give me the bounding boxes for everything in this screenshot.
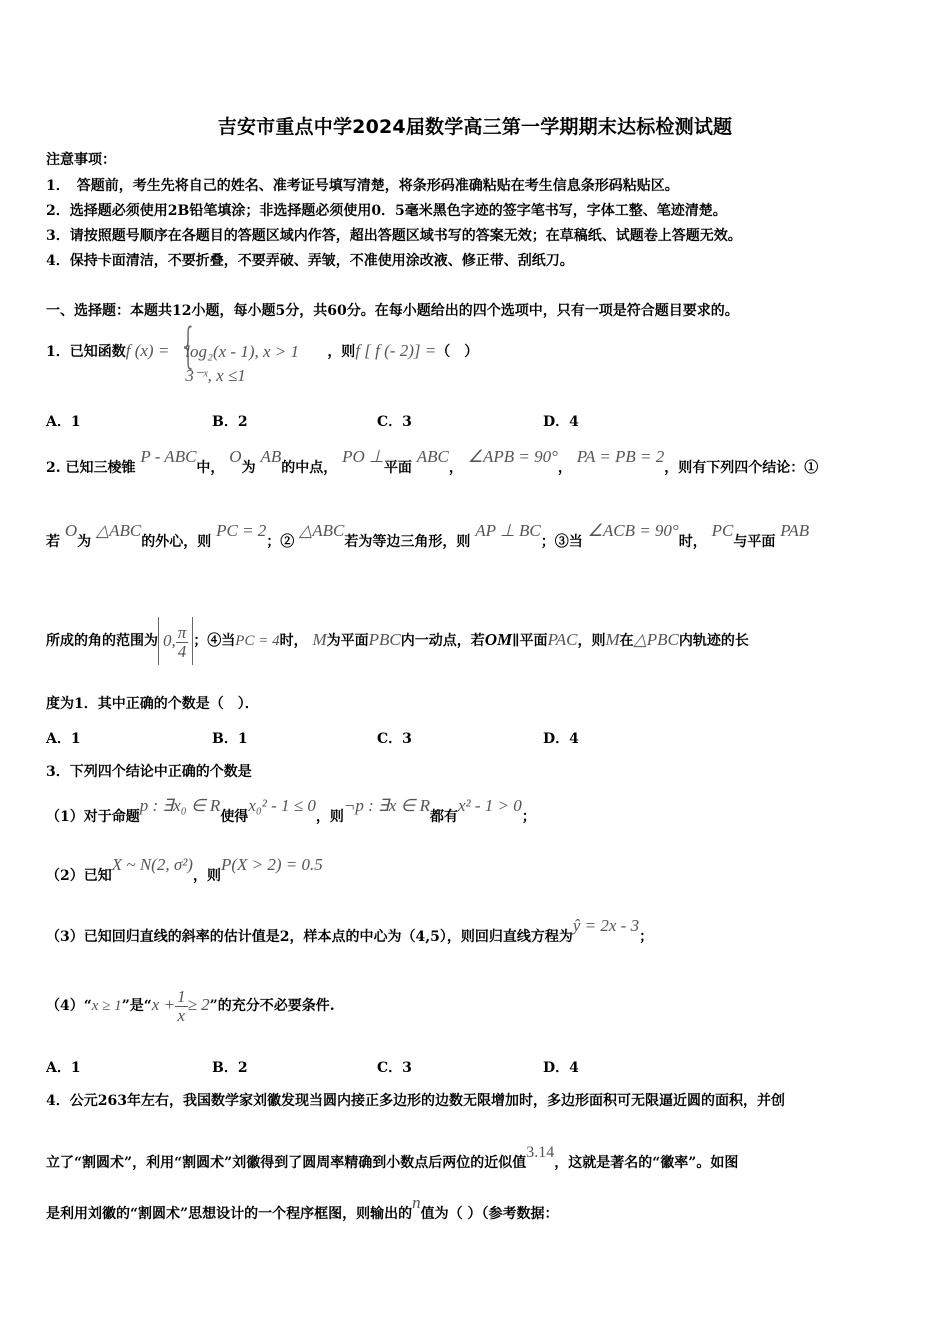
math: X ~ N(2, σ²) [111,855,193,874]
text: 时， [678,534,707,550]
math: PC = 2 [216,521,267,540]
text: ；④当 [193,633,236,649]
q1-prefix: 1．已知函数 [46,344,126,360]
option-a: A．1 [46,731,81,747]
math: ∠ACB = 90° [587,521,679,540]
text: 值为（ ）（参考数据： [420,1206,559,1222]
text: 平面 [383,460,412,476]
question-2-line-1 [46,447,819,478]
q1-function: f (x) = [125,341,170,360]
math: △ABC [96,521,142,540]
notice-heading: 注意事项： [46,152,116,168]
option-a: A．1 [46,1060,81,1076]
math: AB [260,447,282,466]
math: O [229,447,242,466]
math: x + [151,995,176,1014]
math: AP ⊥ BC [475,521,541,540]
math: x ≥ 1 [91,998,122,1014]
math: ŷ = 2x - 3 [572,916,640,935]
text: 是利用刘徽的“割圆术”思想设计的一个程序框图，则输出的 [46,1206,413,1222]
text: 为平面 [326,633,369,649]
text: （4）“ [46,998,92,1014]
option-c: C．3 [377,1060,412,1076]
text: （1）对于命题 [46,809,140,825]
q1-mid: ，则 [327,344,356,360]
numerator: π [177,622,187,642]
text: 若为等边三角形，则 [344,534,471,550]
math: O [64,521,78,540]
text: ； [521,809,536,825]
text: 若 [46,534,60,550]
numerator: 1 [177,986,186,1006]
page-title: 吉安市重点中学2024届数学高三第一学期期末达标检测试题 [217,116,733,138]
q1-expression: f [ f (- 2)] = [355,341,437,360]
text: ，则 [192,868,221,884]
math: PAB [780,521,810,540]
q1-suffix: （ ） [436,344,479,360]
question-1 [46,318,479,385]
question-2-line-2 [46,521,810,552]
q1-case-1: log₂(x - 1), x > 1 [185,342,299,361]
text: 使得 [220,809,249,825]
question-3-statement-4 [46,982,335,1029]
math: P(X > 2) = 0.5 [220,855,323,874]
question-2-line-3 [46,616,749,665]
fraction [175,988,188,1025]
left-brace-icon: { [179,318,198,374]
math: △PBC [633,630,679,649]
text: ， [557,460,572,476]
text: 所成的角的范围为 [46,633,158,649]
math: 3.14 [526,1144,555,1161]
math: n [412,1193,421,1212]
question-4-line-1: 4．公元263年左右，我国数学家刘徽发现当圆内接正多边形的边数无限增加时，多边形面积可无限逼近圆的面积，并创 [46,1093,785,1109]
math: x² - 1 > 0 [457,796,522,815]
notice-item: 4．保持卡面清洁，不要折叠，不要弄破、弄皱，不准使用涂改液、修正带、刮纸刀。 [46,253,574,269]
text: （3）已知回归直线的斜率的估计值是2，样本点的中心为（4,5），则回归直线方程为 [46,929,573,945]
text: ”的充分不必要条件. [209,998,335,1014]
math: PAC [547,630,578,649]
text: ，则 [577,633,606,649]
text: ，则有下列四个结论：① [664,460,819,476]
text: 为 [77,534,92,550]
math: ABC [416,447,449,466]
text: 在 [619,633,634,649]
math: PBC [368,630,401,649]
option-b: B．1 [212,731,248,747]
text: ，这就是著名的“徽率”。如图 [554,1155,739,1171]
text: ，则 [315,809,344,825]
text: 的中点， [281,460,338,476]
text: 中， [196,460,225,476]
notice-item: 1． 答题前，考生先将自己的姓名、准考证号填写清楚，将条形码准确粘贴在考生信息条形码粘贴区。 [46,178,679,194]
question-3-statement-2 [46,855,323,886]
question-4-line-2 [46,1144,739,1173]
text: 与平面 [733,534,776,550]
text: （2）已知 [46,868,112,884]
q1-case-2: 3⁻ˣ, x ≤1 [185,366,246,385]
denominator: 4 [177,641,187,661]
notice-item: 2．选择题必须使用2B铅笔填涂；非选择题必须使用0．5毫米黑色字迹的签字笔书写，字体工整、笔迹清楚。 [46,203,727,219]
text: 立了“割圆术”，利用“割圆术”刘徽得到了圆周率精确到小数点后两位的近似值 [46,1155,527,1171]
option-d: D．4 [543,731,579,747]
math: PC [711,521,734,540]
option-b: B．2 [212,414,248,430]
text: 为 [241,460,256,476]
math: OM [484,630,513,649]
option-c: C．3 [377,414,412,430]
math: △ABC [299,521,345,540]
math: P - ABC [140,447,197,466]
text: ， [448,460,463,476]
math: M [605,630,620,649]
question-3-statement-3 [46,916,654,947]
option-c: C．3 [377,731,412,747]
q1-piecewise [173,318,323,385]
math: M [312,630,327,649]
option-d: D．4 [543,414,579,430]
math: ∠APB = 90° [467,447,558,466]
text: 时， [279,633,308,649]
text: ；② [266,534,295,550]
text: 内一动点，若 [400,633,485,649]
denominator: x [177,1005,186,1025]
text: ；③当 [540,534,583,550]
notice-item: 3．请按照题号顺序在各题目的答题区域内作答，超出答题区域书写的答案无效；在草稿纸、试题卷上答题无效。 [46,228,742,244]
section-heading: 一、选择题：本题共12小题，每小题5分，共60分。在每小题给出的四个选项中，只有一项是符合题目要求的。 [46,303,739,319]
question-4-line-3 [46,1193,559,1224]
math: PC = 4 [235,633,280,649]
math: PA = PB = 2 [576,447,665,466]
text: 的外心，则 [141,534,212,550]
fraction [176,624,189,661]
math: ¬p : ∃x ∈ R [343,796,430,815]
question-2-line-4: 度为1．其中正确的个数是（ ）． [46,696,259,712]
math: x₀² - 1 ≤ 0 [248,796,316,815]
math: p : ∃x₀ ∈ R [139,796,221,815]
math: PO ⊥ [342,447,384,466]
q2-interval [158,617,193,665]
math: 0, [163,631,176,650]
option-d: D．4 [543,1060,579,1076]
option-b: B．2 [212,1060,248,1076]
text: ∥平面 [512,633,548,649]
text: ”是“ [121,998,152,1014]
text: ； [639,929,654,945]
option-a: A．1 [46,414,81,430]
question-3-statement-1 [46,796,536,827]
math: ≥ 2 [187,995,210,1014]
question-3-stem: 3．下列四个结论中正确的个数是 [46,764,252,780]
text: 内轨迹的长 [678,633,749,649]
text: 都有 [429,809,458,825]
text: 2. 已知三棱锥 [46,460,136,476]
